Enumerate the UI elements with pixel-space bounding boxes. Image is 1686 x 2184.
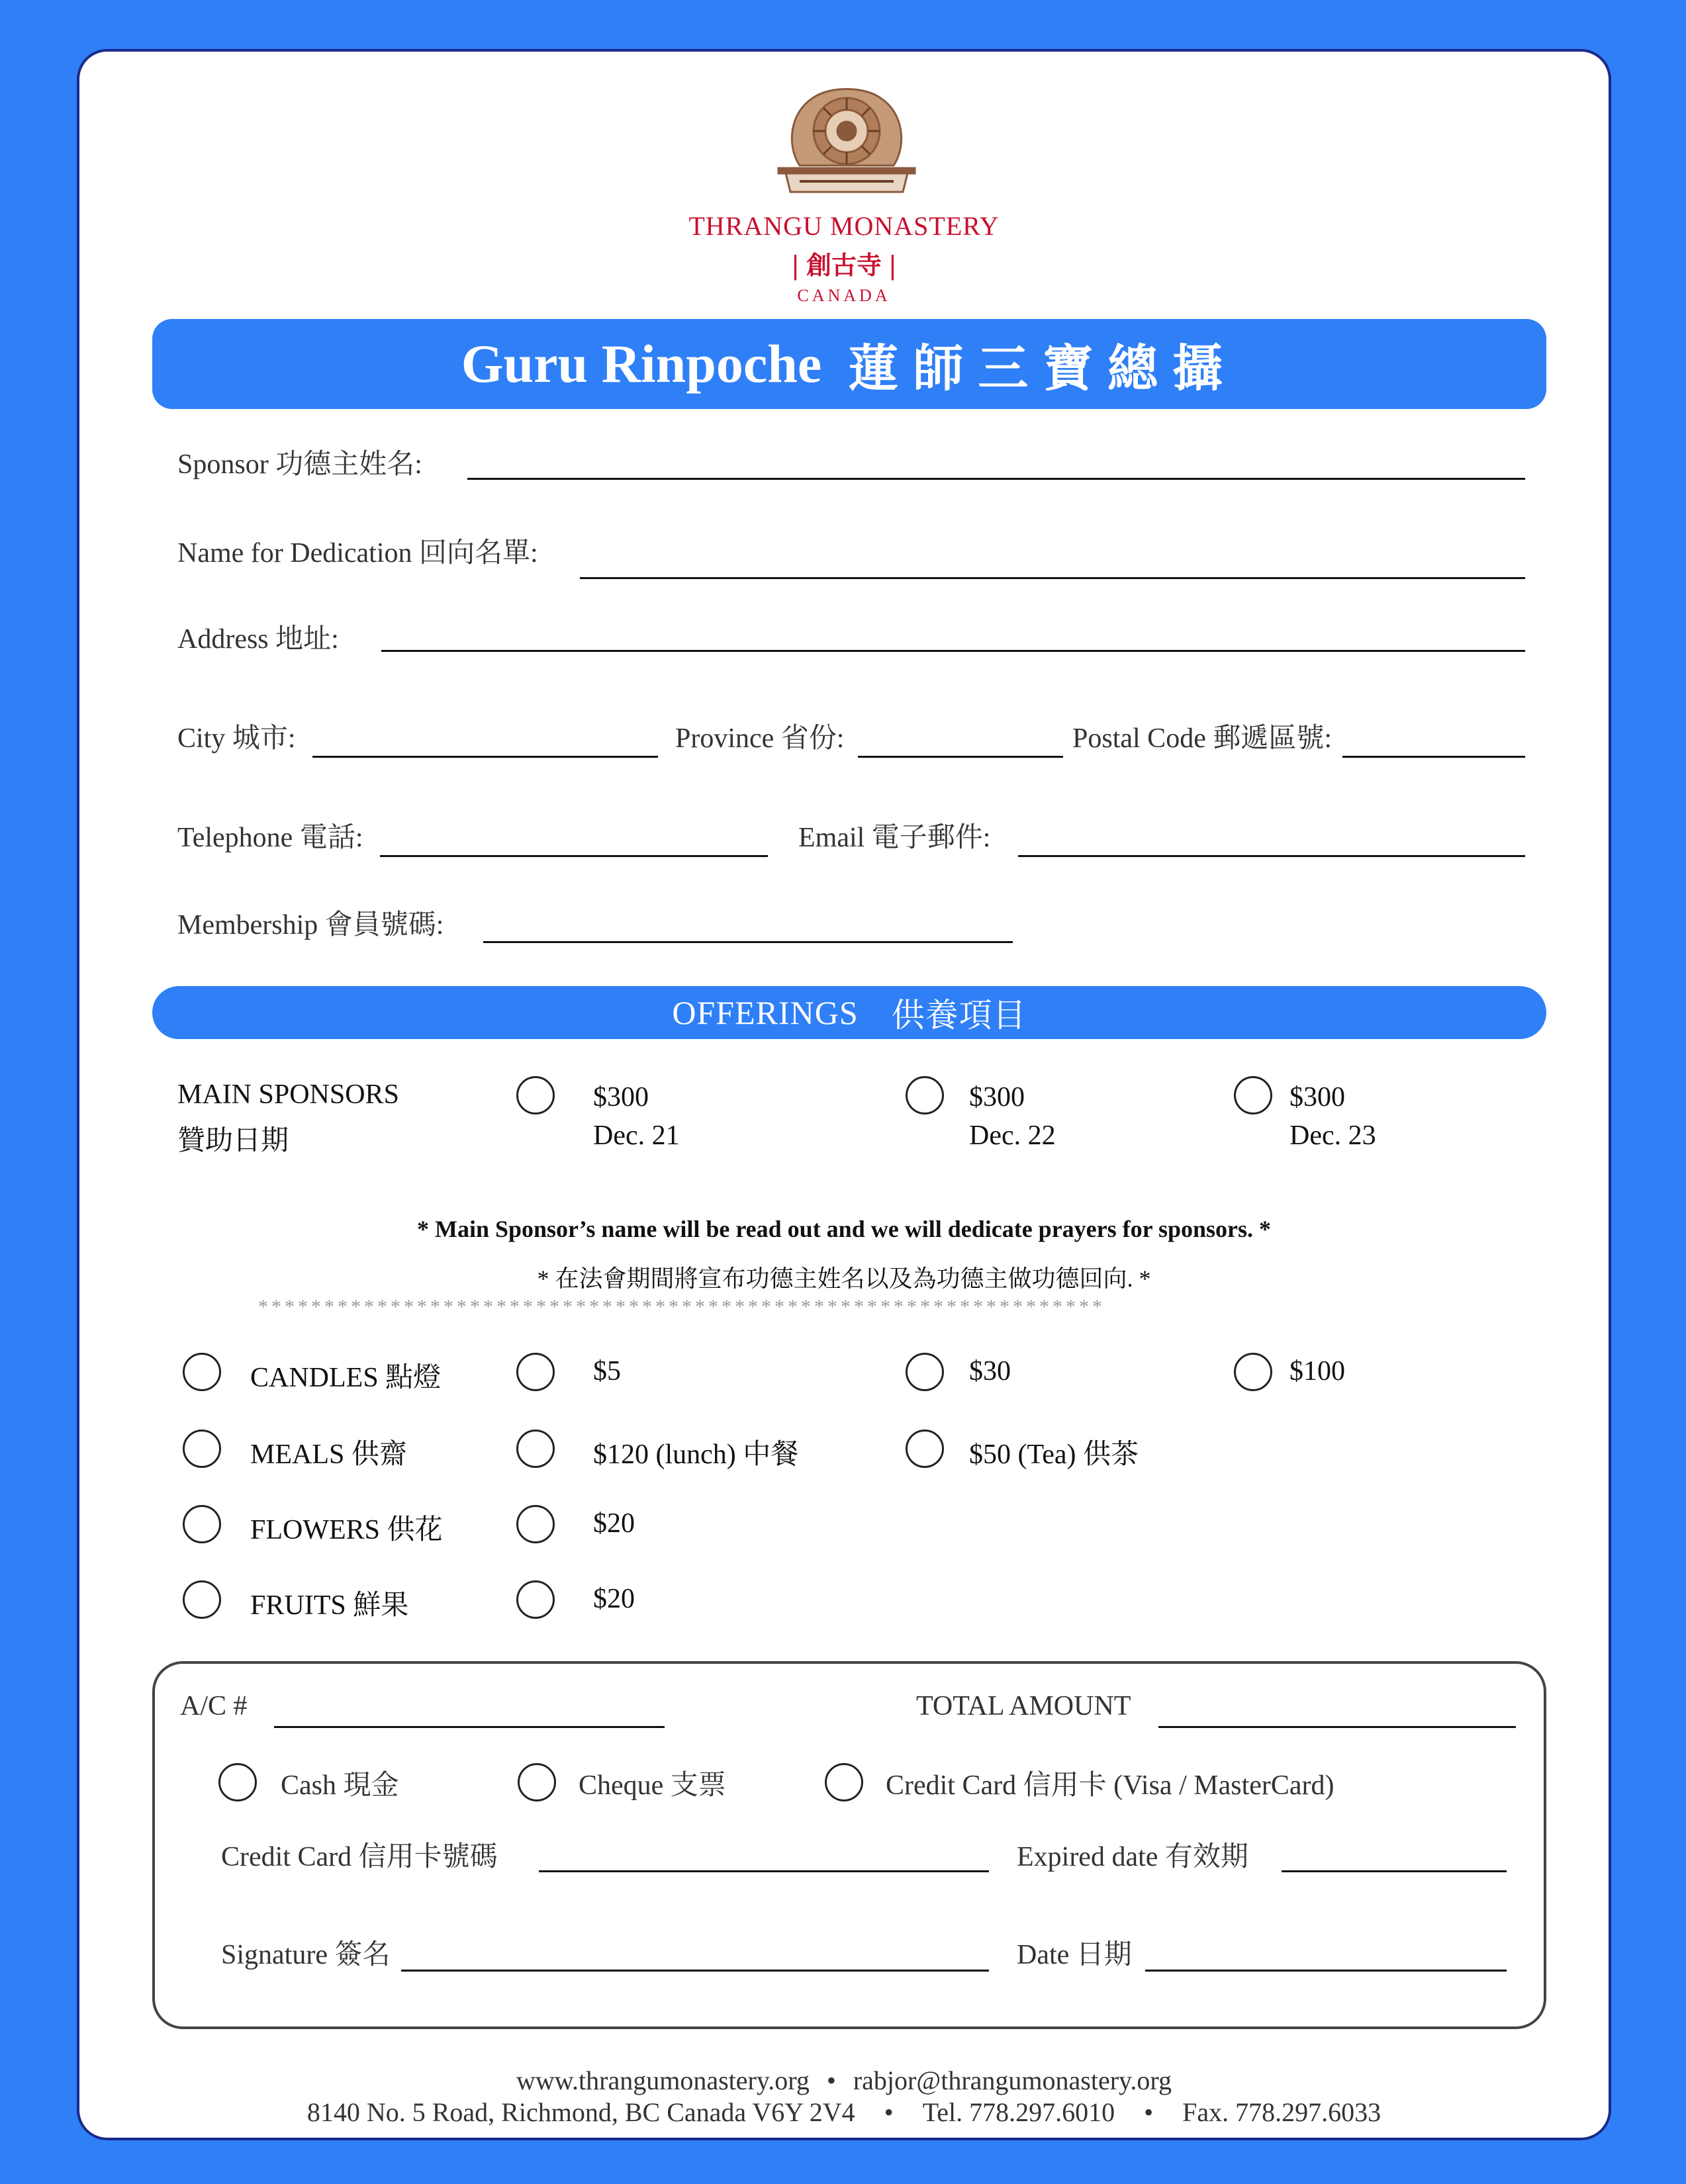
expiry-label: Expired date 有效期: [1017, 1842, 1248, 1872]
candles-option: $30: [969, 1356, 1011, 1387]
telephone-field[interactable]: [380, 855, 768, 857]
footer-address-line: 8140 No. 5 Road, Richmond, BC Canada V6Y 2V4 • Tel. 778.297.6010 • Fax. 778.297.6033: [306, 2097, 1382, 2127]
flowers-20-radio[interactable]: [516, 1505, 555, 1543]
fruits-label: FRUITS 鮮果: [250, 1590, 409, 1621]
payment-box: [152, 1661, 1546, 2029]
fruits-option: $20: [593, 1584, 635, 1614]
main-sponsor-dec22-radio[interactable]: [906, 1076, 944, 1115]
address-field[interactable]: [381, 650, 1525, 652]
offerings-title-zh: 供養項目: [891, 997, 1027, 1034]
total-amount-field[interactable]: [1158, 1726, 1516, 1728]
account-field[interactable]: [274, 1726, 665, 1728]
cash-radio[interactable]: [218, 1763, 257, 1801]
date-label: Date 日期: [1017, 1940, 1132, 1970]
main-sponsor-date: Dec. 23: [1289, 1120, 1376, 1151]
footer-contact-line: www.thrangumonastery.org • rabjor@thrangumonastery.org: [516, 2066, 1172, 2095]
footer-tel: Tel. 778.297.6010: [922, 2097, 1115, 2127]
separator: ****************************************************************: [258, 1296, 1105, 1318]
title-english: Guru Rinpoche: [461, 334, 822, 394]
candles-option: $5: [593, 1356, 621, 1387]
credit-card-label: Credit Card 信用卡 (Visa / MasterCard): [886, 1770, 1335, 1801]
fruits-radio[interactable]: [183, 1580, 221, 1619]
card-number-label: Credit Card 信用卡號碼: [221, 1842, 498, 1872]
membership-field[interactable]: [483, 941, 1013, 943]
email-label: Email 電子郵件:: [798, 823, 991, 853]
date-field[interactable]: [1145, 1970, 1507, 1972]
sponsor-note-en: * Main Sponsor’s name will be read out and we will dedicate prayers for sponsors. *: [416, 1216, 1272, 1242]
main-sponsor-amount: $300: [969, 1082, 1025, 1113]
telephone-label: Telephone 電話:: [177, 823, 363, 853]
fruits-20-radio[interactable]: [516, 1580, 555, 1619]
main-sponsor-date: Dec. 21: [593, 1120, 680, 1151]
candles-option: $100: [1289, 1356, 1345, 1387]
sponsor-label: Sponsor 功德主姓名:: [177, 449, 422, 480]
card-number-field[interactable]: [539, 1870, 989, 1872]
cash-label: Cash 現金: [281, 1770, 399, 1801]
email-field[interactable]: [1018, 855, 1525, 857]
sponsor-note-zh: * 在法會期間將宣布功德主姓名以及為功德主做功德回向. *: [537, 1265, 1151, 1292]
sponsor-field[interactable]: [467, 478, 1525, 480]
footer-email[interactable]: rabjor@thrangumonastery.org: [853, 2066, 1172, 2095]
form-page: [77, 49, 1611, 2140]
title-chinese: 蓮師三寶總攝: [848, 338, 1238, 398]
main-sponsors-label-en: MAIN SPONSORS: [177, 1079, 399, 1110]
flowers-label: FLOWERS 供花: [250, 1515, 443, 1545]
main-sponsor-amount: $300: [593, 1082, 649, 1113]
main-sponsor-dec21-radio[interactable]: [516, 1076, 555, 1115]
postal-code-field[interactable]: [1342, 756, 1525, 758]
offerings-banner: [152, 986, 1546, 1039]
signature-field[interactable]: [401, 1970, 989, 1972]
main-sponsor-date: Dec. 22: [969, 1120, 1056, 1151]
total-amount-label: TOTAL AMOUNT: [916, 1691, 1131, 1721]
cheque-label: Cheque 支票: [579, 1770, 726, 1801]
meals-lunch-radio[interactable]: [516, 1430, 555, 1468]
footer-fax: Fax. 778.297.6033: [1182, 2097, 1382, 2127]
meals-option: $50 (Tea) 供茶: [969, 1439, 1139, 1470]
title-banner: [152, 319, 1546, 409]
meals-radio[interactable]: [183, 1430, 221, 1468]
candles-label: CANDLES 點燈: [250, 1363, 442, 1393]
flowers-radio[interactable]: [183, 1505, 221, 1543]
province-field[interactable]: [858, 756, 1063, 758]
province-label: Province 省份:: [675, 723, 845, 754]
meals-label: MEALS 供齋: [250, 1439, 407, 1470]
offerings-title-en: OFFERINGS: [672, 994, 859, 1031]
signature-label: Signature 簽名: [221, 1940, 391, 1970]
brand-country: CANADA: [797, 286, 891, 305]
brand-chinese: | 創古寺 |: [791, 251, 897, 280]
account-label: A/C #: [180, 1691, 248, 1721]
meals-option: $120 (lunch) 中餐: [593, 1439, 799, 1470]
meals-tea-radio[interactable]: [906, 1430, 944, 1468]
flowers-option: $20: [593, 1508, 635, 1539]
candles-100-radio[interactable]: [1234, 1353, 1272, 1391]
membership-label: Membership 會員號碼:: [177, 910, 444, 940]
candles-5-radio[interactable]: [516, 1353, 555, 1391]
cheque-radio[interactable]: [518, 1763, 556, 1801]
credit-card-radio[interactable]: [825, 1763, 863, 1801]
footer-website[interactable]: www.thrangumonastery.org: [516, 2066, 810, 2095]
main-sponsors-label-zh: 贊助日期: [177, 1126, 289, 1156]
address-label: Address 地址:: [177, 624, 339, 655]
main-sponsor-amount: $300: [1289, 1082, 1345, 1113]
postal-code-label: Postal Code 郵遞區號:: [1072, 723, 1333, 754]
brand-name: THRANGU MONASTERY: [688, 211, 1000, 241]
expiry-field[interactable]: [1282, 1870, 1507, 1872]
footer-address: 8140 No. 5 Road, Richmond, BC Canada V6Y 2V4: [306, 2097, 855, 2127]
city-field[interactable]: [312, 756, 658, 758]
main-sponsor-dec23-radio[interactable]: [1234, 1076, 1272, 1115]
dedication-label: Name for Dedication 回向名單:: [177, 538, 538, 569]
candles-30-radio[interactable]: [906, 1353, 944, 1391]
city-label: City 城市:: [177, 723, 296, 754]
candles-radio[interactable]: [183, 1353, 221, 1391]
monastery-emblem-icon: [773, 79, 920, 199]
dedication-field[interactable]: [580, 577, 1525, 579]
